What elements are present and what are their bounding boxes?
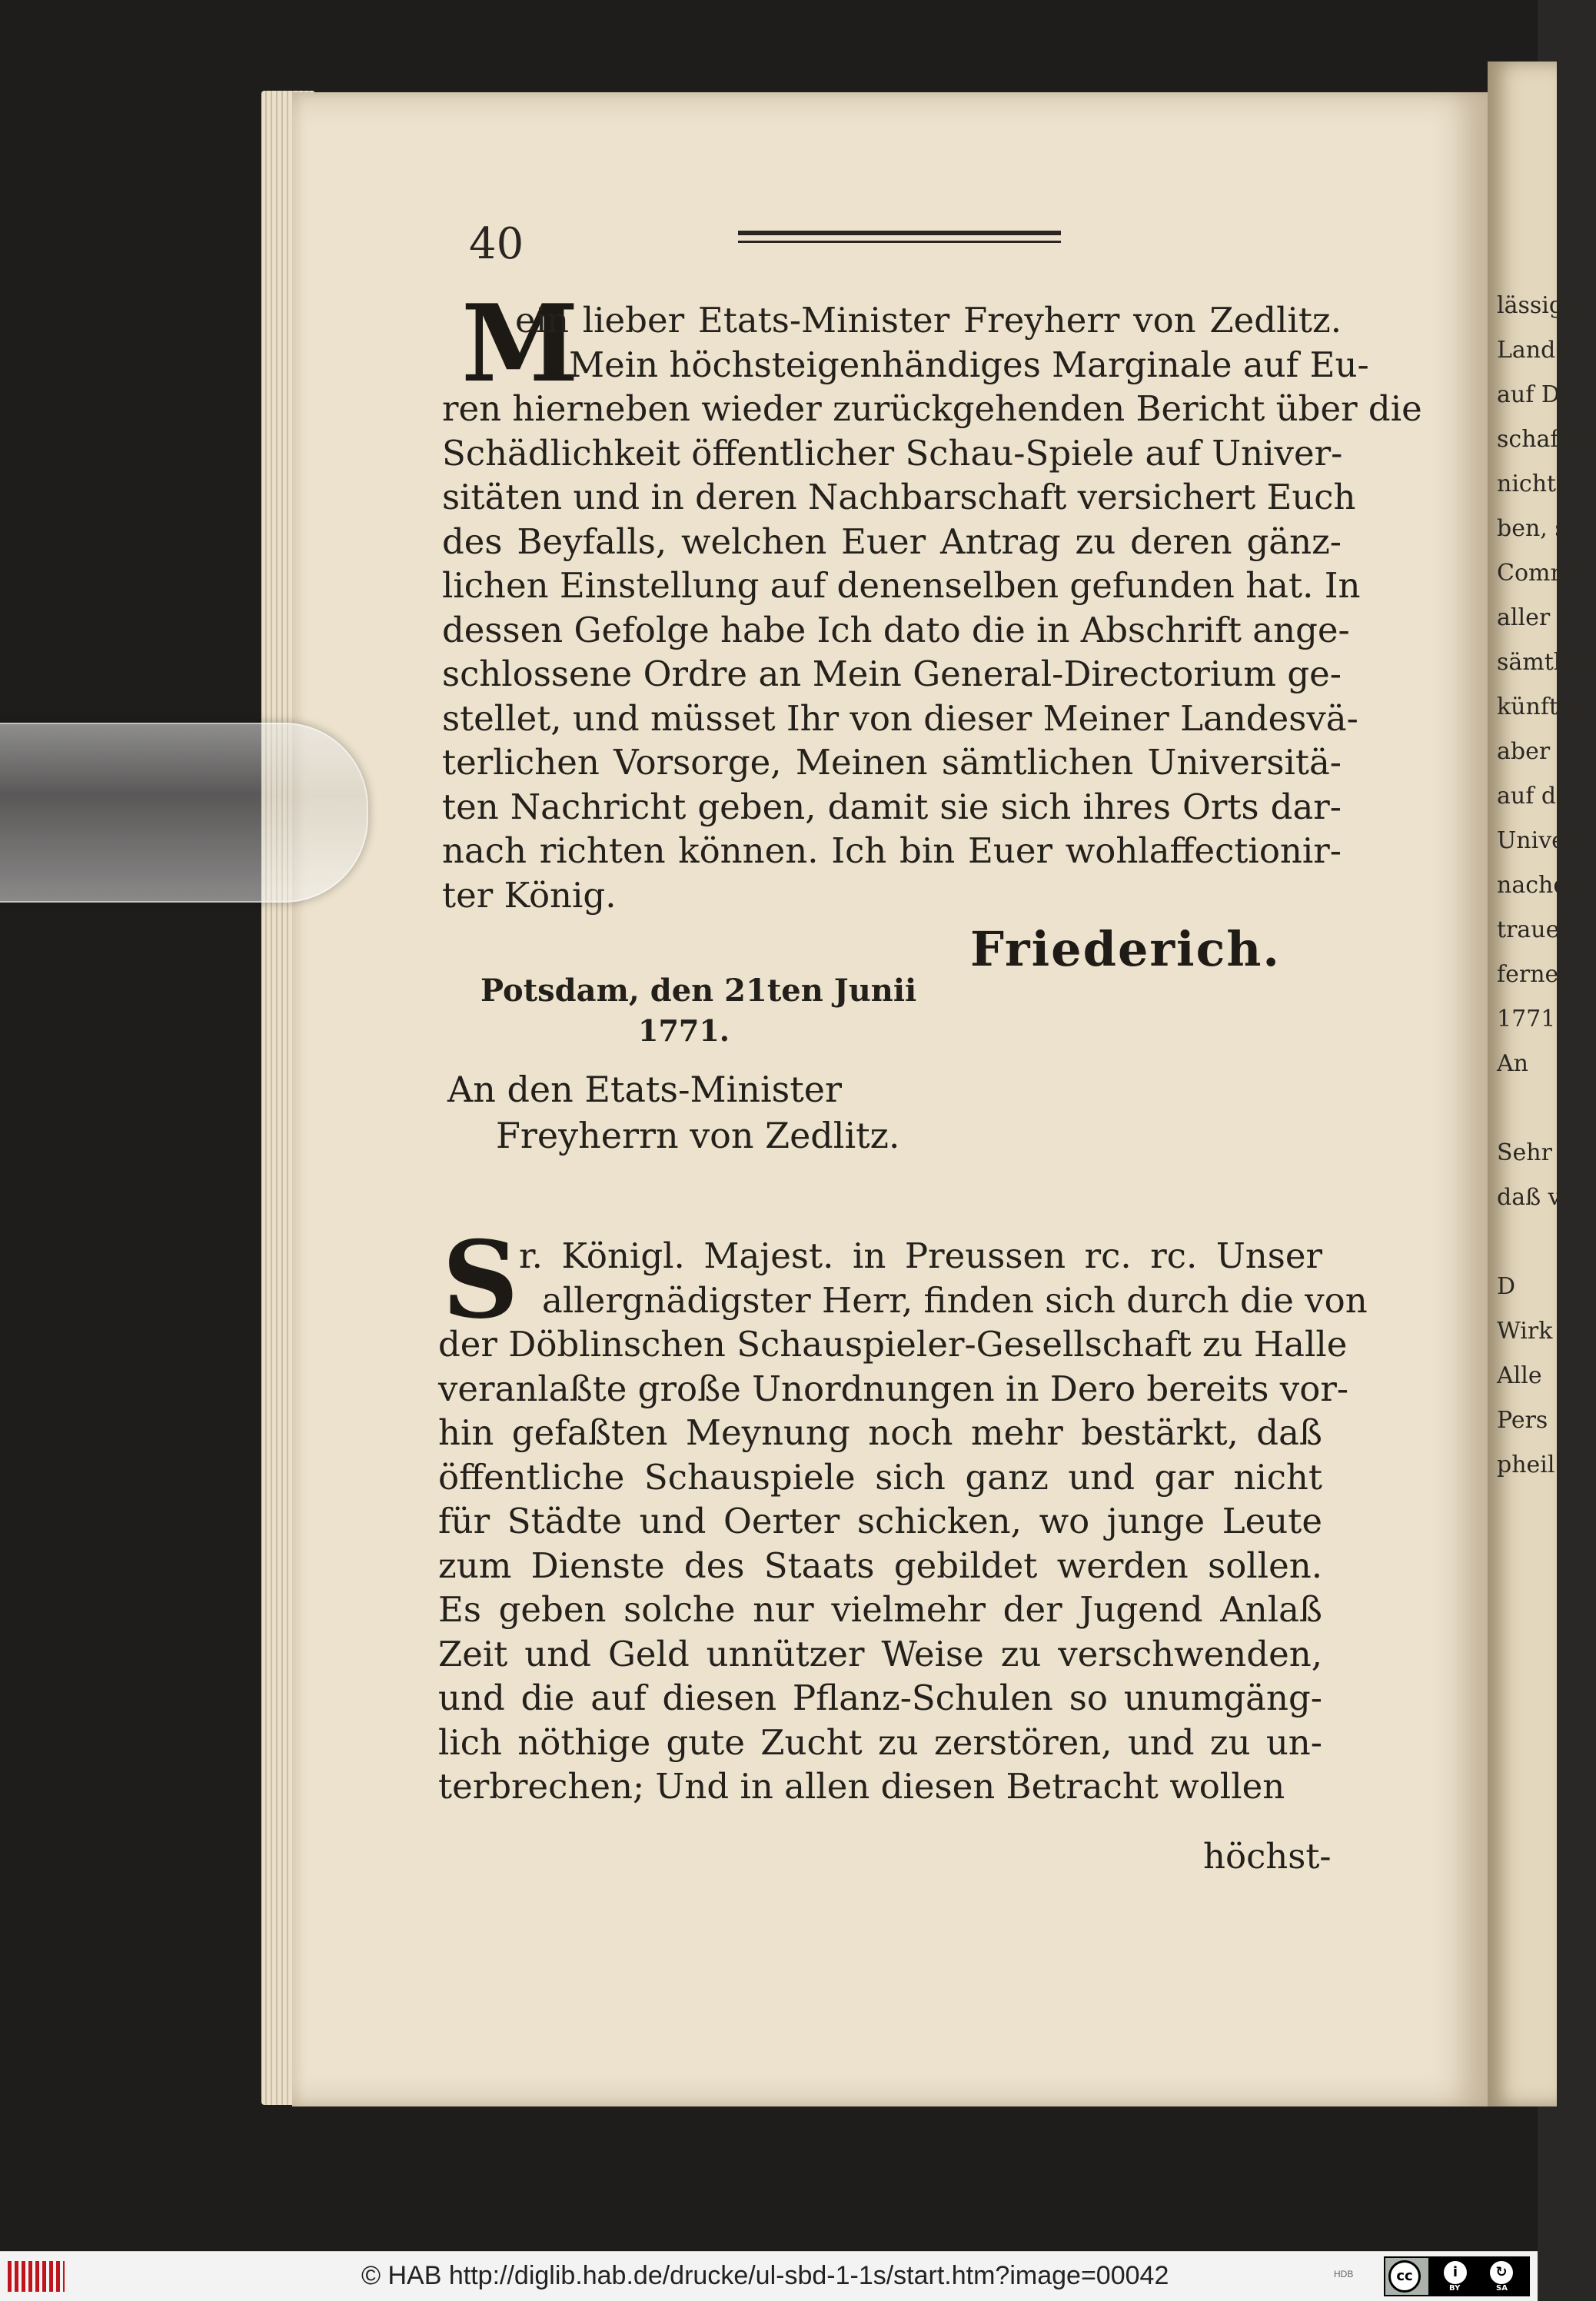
cc-icon: cc [1388, 2260, 1421, 2293]
facing-page-fragment: An [1497, 1050, 1528, 1077]
text-line: und die auf diesen Pflanz-Schulen so unumgäng- [438, 1678, 1322, 1718]
facing-page-fragment: sämtlich [1497, 649, 1596, 676]
facing-page-fragment: auf di [1497, 783, 1564, 810]
facing-page-fragment: Univer [1497, 827, 1577, 854]
footer-credit-link[interactable]: © HAB http://diglib.hab.de/drucke/ul-sbd-1-1s/start.htm?image=00042 [361, 2261, 1169, 2290]
footer-bar [0, 2251, 1538, 2301]
facing-page-fragment: nachdr [1497, 872, 1579, 899]
text-line: Zeit und Geld unnützer Weise zu verschwenden, [438, 1633, 1322, 1674]
text-line: terlichen Vorsorge, Meinen sämtlichen Universitä- [442, 742, 1342, 783]
text-line: lich nöthige gute Zucht zu zerstören, und zu un- [438, 1721, 1322, 1763]
text-line: nach richten können. Ich bin Euer wohlaffectionir- [442, 830, 1342, 871]
text-line: stellet, und müsset Ihr von dieser Meiner Landesvä- [442, 697, 1358, 739]
text-line: Mein höchsteigenhändiges Marginale auf Eu- [569, 344, 1369, 385]
facing-page-fragment: Sehr [1497, 1139, 1552, 1166]
facing-page-fragment: ferner [1497, 961, 1570, 988]
page-number: 40 [469, 219, 524, 269]
signature: Friederich. [970, 921, 1282, 977]
text-line: Es geben solche nur vielmehr der Jugend Anlaß [438, 1589, 1322, 1630]
plastic-page-clip [0, 723, 368, 903]
address-line-2: Freyherrn von Zedlitz. [496, 1115, 900, 1156]
facing-page-fragment: aller V [1497, 604, 1574, 631]
facing-page-fragment: Pers [1497, 1407, 1548, 1434]
facing-page-fragment: D [1497, 1273, 1516, 1300]
cc-license-badge[interactable] [1384, 2256, 1530, 2296]
facing-page-fragment: Wirk [1497, 1318, 1553, 1345]
text-line: ein lieber Etats-Minister Freyherr von Zedlitz. [515, 300, 1342, 341]
text-line: des Beyfalls, welchen Euer Antrag zu deren gänz- [442, 520, 1342, 562]
date-year: 1771. [638, 1013, 730, 1048]
facing-page-fragment: Commi [1497, 560, 1580, 587]
facing-page-fragment: 1771. [1497, 1006, 1563, 1032]
hab-logo-icon[interactable] [8, 2261, 65, 2292]
text-line: terbrechen; Und in allen diesen Betracht wollen [438, 1766, 1285, 1807]
text-line: öffentliche Schauspiele sich ganz und gar nicht [438, 1456, 1322, 1498]
text-line: hin gefaßten Meynung noch mehr bestärkt, daß [438, 1412, 1322, 1453]
text-line: zum Dienste des Staats gebildet werden sollen. [438, 1545, 1322, 1586]
facing-page-fragment: aber c [1497, 738, 1571, 765]
date-line: Potsdam, den 21ten Junii [480, 973, 917, 1009]
facing-page-fragment: daß vo [1497, 1184, 1575, 1211]
facing-page-fragment: schaft w [1497, 426, 1595, 453]
text-line: lichen Einstellung auf denenselben gefunden hat. In [442, 565, 1361, 606]
cc-license-terms [1428, 2258, 1528, 2295]
text-line: für Städte und Oerter schicken, wo junge Leute [438, 1501, 1322, 1541]
text-line: veranlaßte große Unordnungen in Dero bereits vor- [438, 1368, 1349, 1409]
letter-paragraph [442, 298, 1422, 917]
facing-page-fragment: Landes [1497, 337, 1581, 364]
text-line: allergnädigster Herr, finden sich durch die von [542, 1279, 1368, 1321]
facing-page-fragment: trauen [1497, 916, 1574, 943]
facing-page-fragment: pheil [1497, 1451, 1555, 1478]
dropcap-s: S [442, 1217, 519, 1342]
text-line: der Döblinschen Schauspieler-Gesellschaft zu Halle [438, 1324, 1348, 1365]
facing-page [1488, 62, 1596, 2106]
text-line: dessen Gefolge habe Ich dato die in Abschrift ange- [442, 609, 1350, 650]
by-person-icon: i [1444, 2261, 1467, 2284]
text-line: r. Königl. Majest. in Preussen rc. rc. Unser [519, 1235, 1322, 1276]
catchword: höchst- [1203, 1836, 1332, 1877]
header-rule [738, 231, 1061, 243]
sa-label: SA [1496, 2284, 1508, 2293]
facing-page-fragment: nicht, [1497, 471, 1564, 497]
text-line: sitäten und in deren Nachbarschaft versichert Euch [442, 477, 1356, 517]
text-line: ten Nachricht geben, damit sie sich ihres Orts dar- [442, 786, 1342, 827]
address-line-1: An den Etats-Minister [447, 1069, 842, 1110]
dropcap-m: M [461, 281, 579, 406]
facing-page-fragment: Alle [1497, 1362, 1542, 1389]
decree-paragraph [438, 1234, 1368, 1809]
text-line: schlossene Ordre an Mein General-Directorium ge- [442, 653, 1342, 694]
facing-page-fragment: lässige [1497, 292, 1578, 319]
footer-mini-text: HDB [1334, 2269, 1354, 2279]
facing-page-fragment: ben, s [1497, 515, 1567, 542]
text-line: Schädlichkeit öffentlicher Schau-Spiele auf Univer- [442, 432, 1343, 474]
text-line: ter König. [442, 874, 617, 916]
sa-share-icon: ↻ [1490, 2261, 1513, 2284]
facing-page-fragment: auf De [1497, 381, 1574, 408]
facing-page-fragment: künftig [1497, 693, 1581, 720]
text-line: ren hierneben wieder zurückgehenden Bericht über die [442, 388, 1422, 429]
by-label: BY [1449, 2284, 1461, 2293]
